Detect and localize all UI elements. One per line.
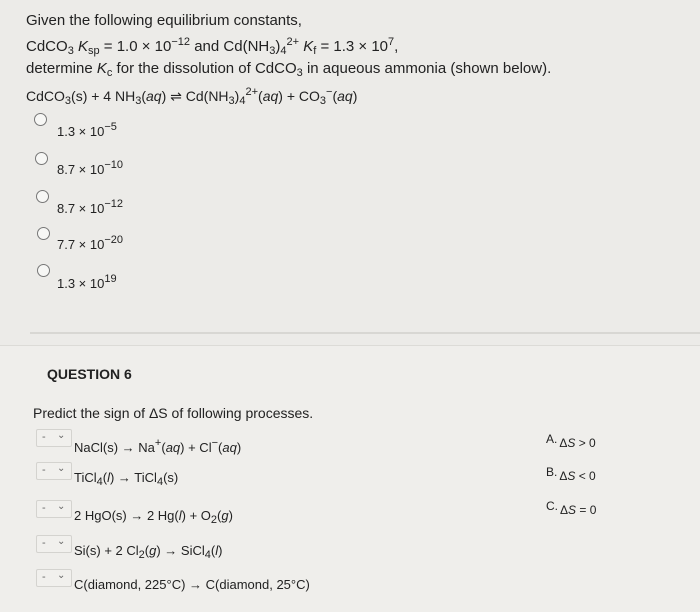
text-segment: sp xyxy=(88,45,100,57)
option-label xyxy=(57,273,117,291)
text-segment: S xyxy=(567,436,576,450)
text-segment: 3 xyxy=(67,45,74,57)
text-segment: ) + O xyxy=(181,508,211,523)
radio-option-3[interactable] xyxy=(36,190,49,203)
option-label xyxy=(57,198,123,216)
text-segment: = 0 xyxy=(576,503,597,517)
text-segment: 2 HgO(s) → 2 Hg( xyxy=(74,508,179,523)
text-segment: 3 xyxy=(319,95,327,107)
text-segment: ) → TiCl xyxy=(109,470,157,485)
answer-letter: A. xyxy=(546,432,558,446)
text-segment: 4 xyxy=(239,95,246,107)
answer-text xyxy=(560,503,596,517)
text-segment: 4 xyxy=(280,45,287,57)
answer-choice-c xyxy=(546,499,596,517)
text-segment: 4 xyxy=(204,549,211,561)
chevron-down-icon: ⌄ xyxy=(57,570,66,581)
text-segment: g xyxy=(221,508,229,523)
chevron-down-icon: ⌄ xyxy=(57,501,66,512)
text-segment: −12 xyxy=(171,36,191,48)
text-segment: 8.7 × 10 xyxy=(57,201,105,216)
text-segment: 4 xyxy=(96,476,103,488)
divider xyxy=(30,332,700,334)
text-segment: > 0 xyxy=(575,436,596,450)
text-segment: K xyxy=(303,38,314,55)
text-segment: K xyxy=(96,60,107,77)
text-segment: and Cd(NH xyxy=(190,38,270,55)
chevron-down-icon: ⌄ xyxy=(57,463,66,474)
text-segment: −20 xyxy=(104,234,124,246)
text-segment: aq xyxy=(222,440,237,455)
dropdown-value: - xyxy=(42,431,46,443)
answer-text xyxy=(559,469,595,483)
question-text-line xyxy=(26,60,551,79)
text-segment: 2+ xyxy=(286,36,300,48)
option-label xyxy=(57,121,117,139)
text-segment: ) ⇌ Cd(NH xyxy=(161,88,229,104)
text-segment: l xyxy=(107,470,110,485)
text-segment: ) xyxy=(352,88,358,104)
dropdown-value: - xyxy=(42,502,46,514)
dropdown-value: - xyxy=(42,464,46,476)
text-segment: ( xyxy=(258,88,263,104)
radio-option-5[interactable] xyxy=(37,264,50,277)
text-segment: ( xyxy=(218,440,223,455)
text-segment: 7 xyxy=(388,36,395,48)
text-segment: ) + Cl xyxy=(180,440,212,455)
text-segment: ( xyxy=(217,508,222,523)
text-segment: ) → SiCl xyxy=(156,543,205,558)
equation xyxy=(26,86,357,107)
dropdown-value: - xyxy=(42,537,46,549)
text-segment: 2 xyxy=(138,549,145,561)
text-segment: − xyxy=(326,86,333,98)
text-segment: ) + CO xyxy=(278,88,320,104)
text-segment: ( xyxy=(332,88,338,104)
text-segment: 3 xyxy=(135,95,142,107)
text-segment: (s) + 4 NH xyxy=(71,88,136,104)
chevron-down-icon: ⌄ xyxy=(57,430,66,441)
text-segment: 2 xyxy=(210,514,218,526)
question-text-line xyxy=(26,36,398,57)
text-segment: Δ xyxy=(559,436,568,450)
question-title: QUESTION 6 xyxy=(47,366,132,382)
text-segment: −12 xyxy=(104,198,124,210)
text-segment: TiCl xyxy=(74,470,97,485)
chevron-down-icon: ⌄ xyxy=(57,536,66,547)
text-segment: S xyxy=(568,503,577,517)
radio-option-2[interactable] xyxy=(35,152,48,165)
text-segment: g xyxy=(149,543,157,558)
text-segment: , xyxy=(394,38,399,55)
text-segment: −5 xyxy=(104,121,117,133)
text-segment: 1.3 × 10 xyxy=(57,276,105,291)
text-segment: CdCO xyxy=(26,38,68,55)
answer-dropdown-3[interactable] xyxy=(36,500,72,518)
text-segment: = 1.0 × 10 xyxy=(99,38,172,55)
text-segment: aq xyxy=(146,88,162,104)
text-segment: − xyxy=(211,437,219,449)
text-segment: ( xyxy=(210,543,216,558)
answer-choice-b xyxy=(546,465,596,483)
text-segment: ( xyxy=(102,470,108,485)
text-segment: Δ xyxy=(560,503,569,517)
text-segment: CdCO xyxy=(26,88,65,104)
question-text-line xyxy=(26,12,302,29)
radio-option-4[interactable] xyxy=(37,227,50,240)
text-segment: determine xyxy=(26,60,97,77)
text-segment: NaCl(s) → Na xyxy=(74,440,155,455)
answer-letter: C. xyxy=(546,499,558,513)
text-segment: S xyxy=(567,469,576,483)
question-prompt: Predict the sign of ΔS of following processes. xyxy=(33,405,314,421)
text-segment: (s) xyxy=(163,470,179,485)
dropdown-value: - xyxy=(42,571,46,583)
text-segment: ) xyxy=(228,508,233,523)
answer-dropdown-2[interactable] xyxy=(36,462,72,480)
process-label xyxy=(74,437,241,455)
answer-dropdown-4[interactable] xyxy=(36,535,72,553)
answer-choice-a xyxy=(546,432,596,450)
text-segment: = 1.3 × 10 xyxy=(316,38,389,55)
text-segment: 7.7 × 10 xyxy=(57,237,105,252)
text-segment: Δ xyxy=(559,469,568,483)
process-label xyxy=(74,508,233,526)
answer-dropdown-1[interactable] xyxy=(36,429,72,447)
process-label xyxy=(74,577,310,592)
text-segment: aq xyxy=(165,440,181,455)
text-segment: K xyxy=(77,38,88,55)
text-segment: 4 xyxy=(156,476,164,488)
answer-dropdown-5[interactable] xyxy=(36,569,72,587)
text-segment: 2+ xyxy=(245,86,259,98)
process-label xyxy=(74,543,222,561)
text-segment: 3 xyxy=(269,45,276,57)
process-label xyxy=(74,470,178,488)
text-segment: ) xyxy=(234,88,240,104)
text-segment: for the dissolution of CdCO xyxy=(112,60,297,77)
text-segment: ) xyxy=(236,440,242,455)
text-segment: c xyxy=(106,67,113,79)
option-label xyxy=(57,159,123,177)
answer-letter: B. xyxy=(546,465,558,479)
text-segment: 19 xyxy=(104,273,117,285)
text-segment: Given the following equilibrium constants, xyxy=(26,12,302,29)
text-segment: Si(s) + 2 Cl xyxy=(74,543,139,558)
option-label xyxy=(57,234,123,252)
text-segment: 3 xyxy=(64,95,72,107)
text-segment: 8.7 × 10 xyxy=(57,162,105,177)
text-segment: −10 xyxy=(104,159,124,171)
text-segment: 3 xyxy=(296,67,303,79)
radio-option-1[interactable] xyxy=(34,113,47,126)
text-segment: aq xyxy=(337,88,353,104)
text-segment: 3 xyxy=(228,95,235,107)
text-segment: ( xyxy=(141,88,147,104)
text-segment: ( xyxy=(144,543,150,558)
text-segment: in aqueous ammonia (shown below). xyxy=(302,60,552,77)
text-segment: ) xyxy=(218,543,223,558)
text-segment: l xyxy=(178,508,182,523)
text-segment: ( xyxy=(161,440,166,455)
text-segment: l xyxy=(215,543,219,558)
answer-text xyxy=(559,436,595,450)
text-segment: ) xyxy=(275,38,281,55)
text-segment: < 0 xyxy=(575,469,596,483)
text-segment: f xyxy=(313,45,317,57)
text-segment: aq xyxy=(262,88,279,104)
text-segment: + xyxy=(154,437,162,449)
text-segment: C(diamond, 225°C) → C(diamond, 25°C) xyxy=(74,577,310,592)
text-segment: 1.3 × 10 xyxy=(57,124,105,139)
